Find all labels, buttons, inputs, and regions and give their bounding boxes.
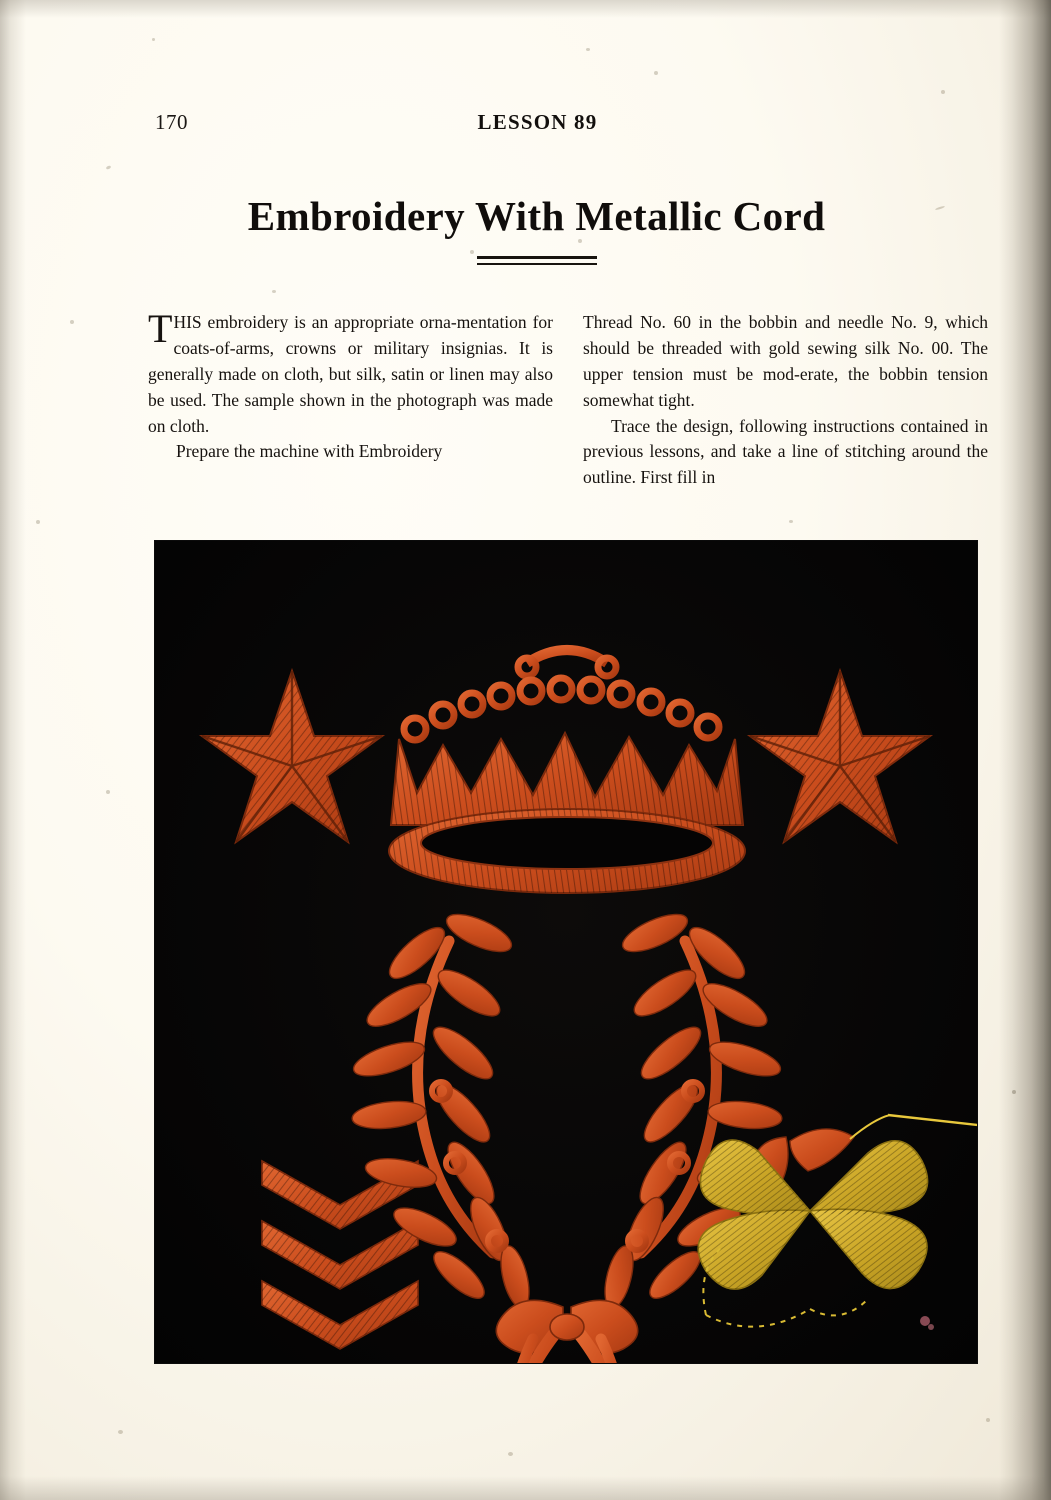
plate-speck bbox=[928, 1324, 934, 1330]
star-right-motif bbox=[750, 671, 930, 842]
right-column bbox=[583, 310, 988, 491]
paper-speck bbox=[70, 320, 74, 324]
left-column bbox=[148, 306, 553, 491]
title-rule bbox=[0, 252, 1051, 270]
paper-speck bbox=[106, 790, 110, 794]
maltese-cross-motif bbox=[698, 1115, 977, 1327]
right-paragraph-1: Thread No. 60 in the bobbin and needle No. 9, which should be threaded with gold sewing silk No. 00. The upper tension must be mod-erate, the bobbin tension somewhat tight. bbox=[583, 312, 988, 410]
paper-speck bbox=[272, 290, 276, 293]
paper-speck bbox=[986, 1418, 990, 1422]
paper-speck bbox=[118, 1430, 123, 1434]
plate-artwork bbox=[155, 541, 977, 1363]
left-paragraph-1-text: HIS embroidery is an appropriate orna-mentation for coats-of-arms, crowns or military insignias. It is generally made on cloth, but silk, satin or linen may also be used. The sample shown in the photograph was made on cloth. bbox=[148, 312, 553, 436]
page-bottom-shadow bbox=[0, 1476, 1051, 1500]
rule-thin bbox=[477, 263, 597, 265]
crown-motif bbox=[389, 606, 745, 893]
paper-speck bbox=[586, 48, 590, 51]
page-top-shadow bbox=[0, 0, 1051, 18]
embroidery-sample-photograph bbox=[155, 541, 977, 1363]
body-columns bbox=[148, 306, 988, 491]
paper-speck bbox=[36, 520, 40, 524]
paper-speck bbox=[508, 1452, 513, 1456]
page-number: 170 bbox=[155, 110, 188, 134]
paper-speck bbox=[152, 38, 155, 41]
paper-speck bbox=[941, 90, 945, 94]
page-title: Embroidery With Metallic Cord bbox=[247, 193, 826, 240]
lesson-header: LESSON 89 bbox=[477, 110, 598, 134]
drop-cap: T bbox=[148, 306, 173, 351]
paper-speck bbox=[1012, 1090, 1016, 1094]
paper-speck bbox=[654, 71, 658, 75]
chevron-motif bbox=[262, 1161, 418, 1349]
plate-speck bbox=[920, 1316, 930, 1326]
right-paragraph-2: Trace the design, following instructions contained in previous lessons, and take a line of stitching around the outline. First fill in bbox=[583, 415, 988, 488]
wreath-bow bbox=[496, 1300, 637, 1363]
paper-speck bbox=[106, 165, 112, 170]
star-left-motif bbox=[202, 671, 382, 842]
paper-speck bbox=[789, 520, 793, 523]
left-paragraph-1 bbox=[148, 306, 553, 439]
left-paragraph-2: Prepare the machine with Embroidery bbox=[176, 441, 443, 462]
